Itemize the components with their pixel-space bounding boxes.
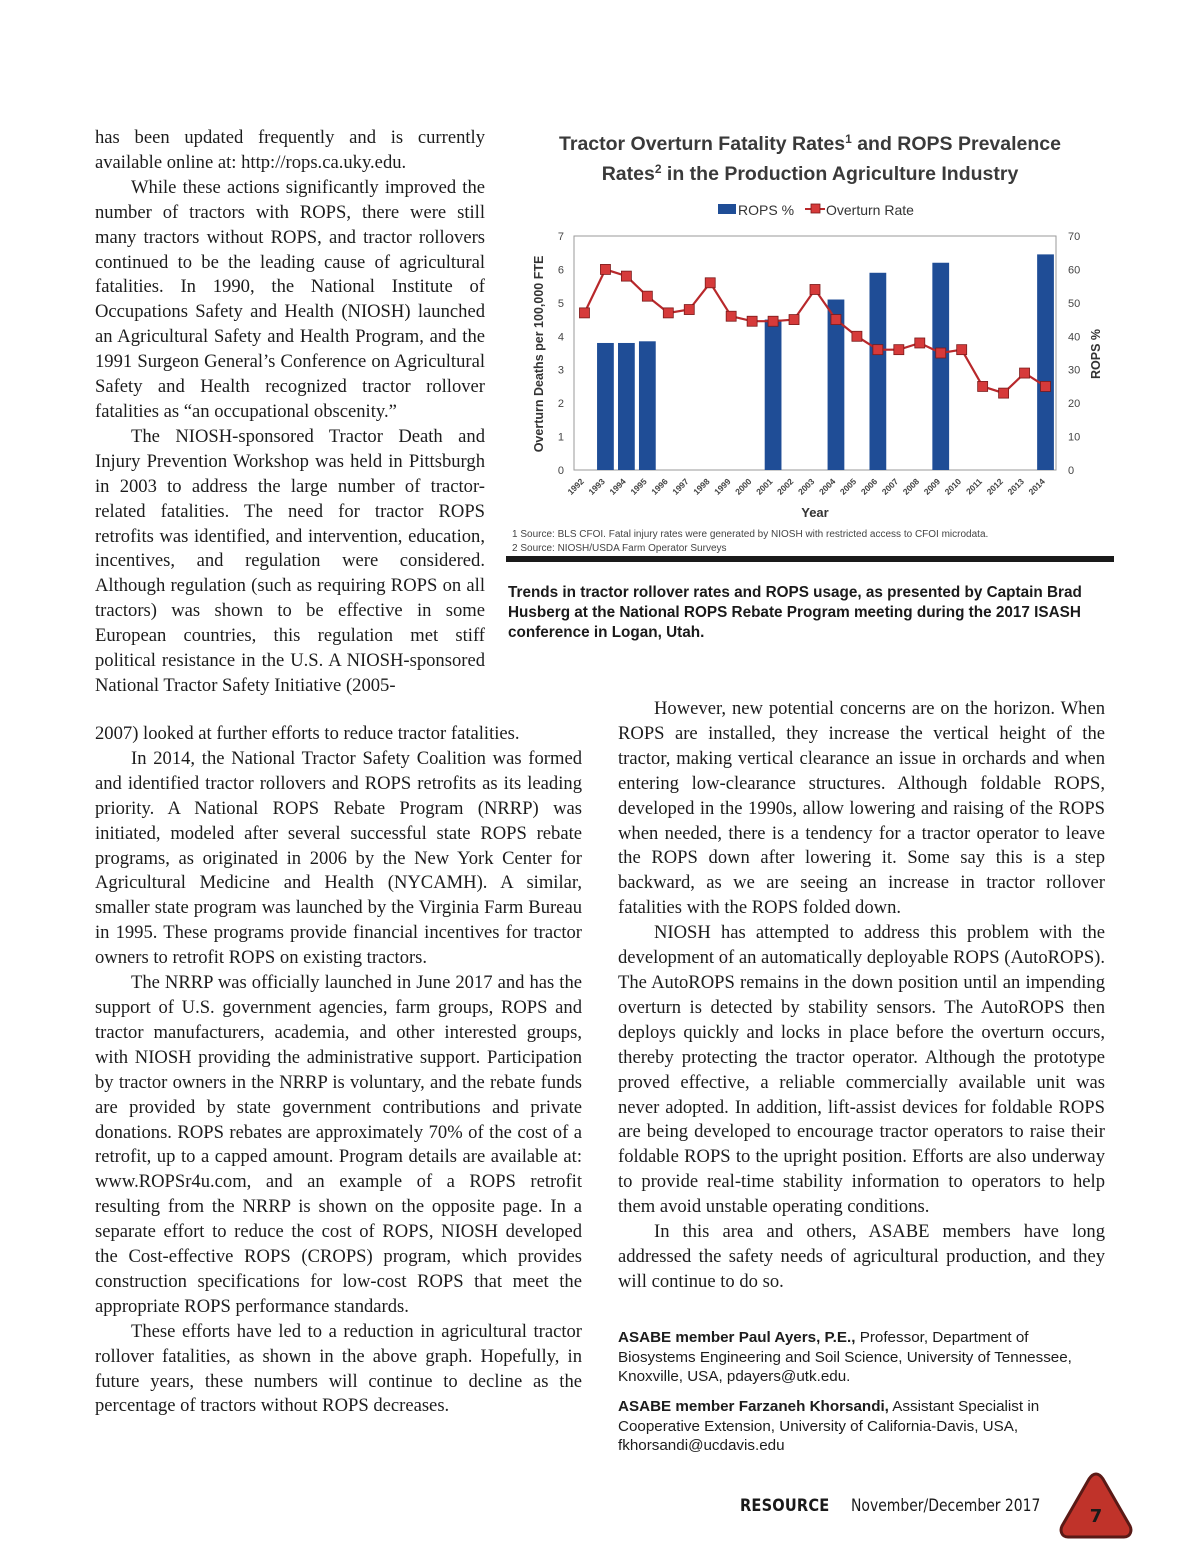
left-paragraph-2: While these actions significantly improved the number of tractors with ROPS, there were still many tractors without ROPS, and tractor rollovers continued to be the leading cause of agricultural fatalities. In 1990, the National Institute of Occupations Safety and Health (NIOSH) launched an Agricultural Safety and Health Program, and the 1991 Surgeon General’s Conference on Agricultural Safety and Health recognized tractor rollover fatalities as “an occupational obscenity.” <box>95 176 485 422</box>
overturn-rate-marker <box>915 338 925 348</box>
overturn-rate-marker <box>1041 381 1051 391</box>
overturn-rate-marker <box>768 316 778 326</box>
overturn-rate-marker <box>747 316 757 326</box>
x-tick-label: 1994 <box>607 476 628 497</box>
chart-bottom-rule <box>506 556 1114 562</box>
figure-caption: Trends in tractor rollover rates and ROPS usage, as presented by Captain Brad Husberg at the National ROPS Rebate Program meeting during the 2017 ISASH conference in Logan, Utah. <box>508 584 1082 641</box>
overturn-rate-marker <box>978 381 988 391</box>
overturn-rate-marker <box>684 305 694 315</box>
rops-bar <box>639 341 656 470</box>
right-tick-label: 30 <box>1068 364 1081 377</box>
footer-issue: November/December 2017 <box>851 1496 1041 1516</box>
chart-svg <box>506 122 1114 564</box>
legend-bar-label: ROPS % <box>738 202 795 218</box>
x-tick-label: 2012 <box>984 476 1006 497</box>
x-tick-label: 2001 <box>754 476 775 497</box>
x-tick-label: 2002 <box>775 476 796 497</box>
left-tick-label: 7 <box>557 231 564 243</box>
author-2-name: ASABE member Farzaneh Khorsandi, <box>618 1398 889 1415</box>
x-tick-label: 2011 <box>963 476 985 497</box>
left-tick-label: 3 <box>557 364 564 377</box>
y-axis-right-label: ROPS % <box>1089 328 1103 380</box>
x-axis-ticks <box>565 476 1047 497</box>
overturn-rate-marker <box>726 311 736 321</box>
chart-source-2: 2 Source: NIOSH/USDA Farm Operator Surveys <box>512 543 727 554</box>
left-tick-label: 5 <box>557 297 564 310</box>
y-axis-left-label: Overturn Deaths per 100,000 FTE <box>532 255 546 453</box>
left-paragraph-3-end: 2007) looked at further efforts to reduce tractor fatalities. <box>95 723 520 744</box>
footer-magazine: RESOURCE <box>740 1496 830 1516</box>
overturn-rate-marker <box>873 345 883 355</box>
right-tick-label: 20 <box>1068 398 1081 411</box>
overturn-rate-marker <box>936 348 946 358</box>
x-axis-label: Year <box>801 505 829 520</box>
right-tick-label: 50 <box>1068 297 1081 310</box>
rops-bar <box>1037 254 1054 470</box>
overturn-rate-marker <box>579 308 589 318</box>
x-tick-label: 2006 <box>858 476 880 497</box>
x-tick-label: 2013 <box>1005 476 1026 497</box>
overturn-rate-marker <box>894 345 904 355</box>
x-tick-label: 2009 <box>921 476 943 497</box>
chart-title-line-2: Rates$^2$ in the Production Agriculture Industry <box>601 162 1019 185</box>
x-tick-label: 1997 <box>670 476 691 497</box>
left-tick-label: 0 <box>557 465 564 477</box>
author-1-detail: Professor, Department of Biosystems Engineering and Soil Science, University of Tennessee, Knoxville, USA, pdayers@utk.edu. <box>618 1329 1072 1385</box>
left-paragraph-5: The NRRP was officially launched in June 2017 and has the support of U.S. government agencies, farm groups, ROPS and tractor manufacturers, academia, and other interested groups, with NIOSH providing the administrative support. Participation by tractor owners in the NRRP is voluntary, and the rebate funds are provided by state government contributions and private donations. ROPS rebates are approximately 70% of the cost of a retrofit, up to a capped amount. Program details are available at: www.ROPSr4u.com, and an example of a ROPS retrofit resulting from the NRRP is shown on the opposite page. In a separate effort to reduce the cost of ROPS, NIOSH developed the Cost-effective ROPS (CROPS) program, which provides construction specifications for low-cost ROPS that meet the appropriate ROPS performance standards. <box>95 972 582 1317</box>
right-tick-label: 10 <box>1068 431 1081 444</box>
overturn-rate-marker <box>810 284 820 294</box>
overturn-rate-marker <box>957 345 967 355</box>
right-paragraph-2: NIOSH has attempted to address this problem with the development of an automatically deployable ROPS (AutoROPS). The AutoROPS remains in the down position until an impending overturn is detected by stability sensors. The AutoROPS then deploys quickly and locks in place before the overturn occurs, thereby protecting the tractor operator. Although the prototype proved effective, a reliable commercially available unit was never adopted. In addition, lift-assist devices for foldable ROPS are being developed to encourage tractor operators to raise their foldable ROPS to the upright position. Efforts are also underway to provide real-time stability information to operators to help them avoid unstable operating conditions. <box>618 922 1105 1218</box>
right-tick-label: 60 <box>1068 264 1081 277</box>
x-tick-label: 1992 <box>565 476 586 497</box>
left-tick-label: 2 <box>557 398 564 411</box>
overturn-rate-marker <box>789 315 799 325</box>
right-axis-ticks <box>1068 231 1080 477</box>
legend-line-marker <box>811 204 820 213</box>
x-tick-label: 2000 <box>733 476 754 497</box>
rops-bar <box>597 343 614 470</box>
left-column-top <box>95 126 485 699</box>
rops-bar <box>932 263 949 470</box>
right-tick-label: 0 <box>1068 465 1075 477</box>
chart-figure <box>506 122 1114 564</box>
rops-bar <box>765 320 782 470</box>
left-tick-label: 6 <box>557 264 564 277</box>
right-tick-label: 40 <box>1068 331 1081 344</box>
author-1-name: ASABE member Paul Ayers, P.E., <box>618 1329 856 1346</box>
x-tick-label: 1993 <box>586 476 607 497</box>
x-tick-label: 2005 <box>837 476 859 497</box>
x-tick-label: 1995 <box>628 476 649 497</box>
right-paragraph-3: In this area and others, ASABE members have long addressed the safety needs of agricultural production, and they will continue to do so. <box>618 1221 1105 1292</box>
chart-source-1: 1 Source: BLS CFOI. Fatal injury rates were generated by NIOSH with restricted access to CFOI microdata. <box>512 529 989 540</box>
x-tick-label: 1998 <box>691 476 712 497</box>
left-paragraph-3: The NIOSH-sponsored Tractor Death and Injury Prevention Workshop was held in Pittsburgh in 2003 to address the large number of tractor-related fatalities. The need for tractor ROPS retrofits was identified, and intervention, education, incentives, and regulation were considered. Although regulation (such as requiring ROPS on all tractors) was shown to be effective in some European countries, this regulation met stiff political resistance in the U.S. A NIOSH-sponsored National Tractor Safety Initiative (2005- <box>95 425 485 696</box>
x-tick-label: 2008 <box>900 476 922 497</box>
chart-title-line-1: Tractor Overturn Fatality Rates$^1$ and ROPS Prevalence <box>559 132 1061 155</box>
overturn-rate-marker <box>831 315 841 325</box>
right-paragraph-1: However, new potential concerns are on the horizon. When ROPS are installed, they increase the vertical height of the tractor, making vertical clearance an issue in orchards and when entering low-clearance structures. Although foldable ROPS, developed in the 1990s, allow lowering and raising of the ROPS when needed, there is a tendency for a tractor operator to leave the ROPS down after lowering it. Some say this is a step backward, as we are seeing an increase in tractor rollover fatalities with the ROPS folded down. <box>618 698 1105 919</box>
overturn-rate-marker <box>852 331 862 341</box>
overturn-rate-marker <box>621 271 631 281</box>
left-paragraph-6: These efforts have led to a reduction in agricultural tractor rollover fatalities, as shown in the above graph. Hopefully, in future years, these numbers will continue to decline as the percentage of tractors without ROPS decreases. <box>95 1320 582 1417</box>
rops-bars <box>597 254 1054 470</box>
left-tick-label: 4 <box>557 331 564 344</box>
rops-bar <box>869 273 886 470</box>
right-tick-label: 70 <box>1068 231 1081 243</box>
x-tick-label: 1999 <box>712 476 733 497</box>
author-2-detail: Assistant Specialist in Cooperative Extension, University of California-Davis, USA, fkhorsandi@ucdavis.edu <box>618 1398 1040 1454</box>
overturn-rate-marker <box>642 291 652 301</box>
legend-line-label: Overturn Rate <box>826 202 914 218</box>
page-number: 7 <box>1089 1506 1103 1527</box>
left-column-bottom <box>95 722 582 1419</box>
overturn-rate-marker <box>663 308 673 318</box>
x-tick-label: 2004 <box>816 476 838 497</box>
overturn-rate-marker <box>705 278 715 288</box>
left-axis-ticks <box>558 231 564 477</box>
right-column <box>618 697 1105 1295</box>
rops-bar <box>618 343 635 470</box>
left-paragraph-4: In 2014, the National Tractor Safety Coalition was formed and identified tractor rollovers and ROPS retrofits as its leading priority. A National ROPS Rebate Program (NRRP) was initiated, modeled after several successful state ROPS rebate programs, as originated in 2006 by the New York Center for Agricultural Medicine and Health (NYCAMH). A similar, smaller state program was launched by the Virginia Farm Bureau in 1995. These programs provide financial incentives for tractor owners to retrofit ROPS on existing tractors. <box>95 747 582 969</box>
overturn-rate-marker <box>600 264 610 274</box>
overturn-rate-marker <box>999 388 1009 398</box>
left-paragraph-1: has been updated frequently and is currently available online at: http://rops.ca.uky.edu. <box>95 127 485 173</box>
page-number-badge <box>1058 1471 1134 1541</box>
x-tick-label: 2014 <box>1026 476 1047 497</box>
overturn-rate-marker <box>1020 368 1030 378</box>
author-bio-2 <box>618 1397 1108 1456</box>
x-tick-label: 2003 <box>795 476 817 497</box>
x-tick-label: 2007 <box>879 476 901 497</box>
author-bio-1 <box>618 1328 1108 1387</box>
left-tick-label: 1 <box>557 431 564 444</box>
legend-bar-swatch <box>718 204 736 214</box>
x-tick-label: 2010 <box>942 476 964 497</box>
x-tick-label: 1996 <box>649 476 670 497</box>
